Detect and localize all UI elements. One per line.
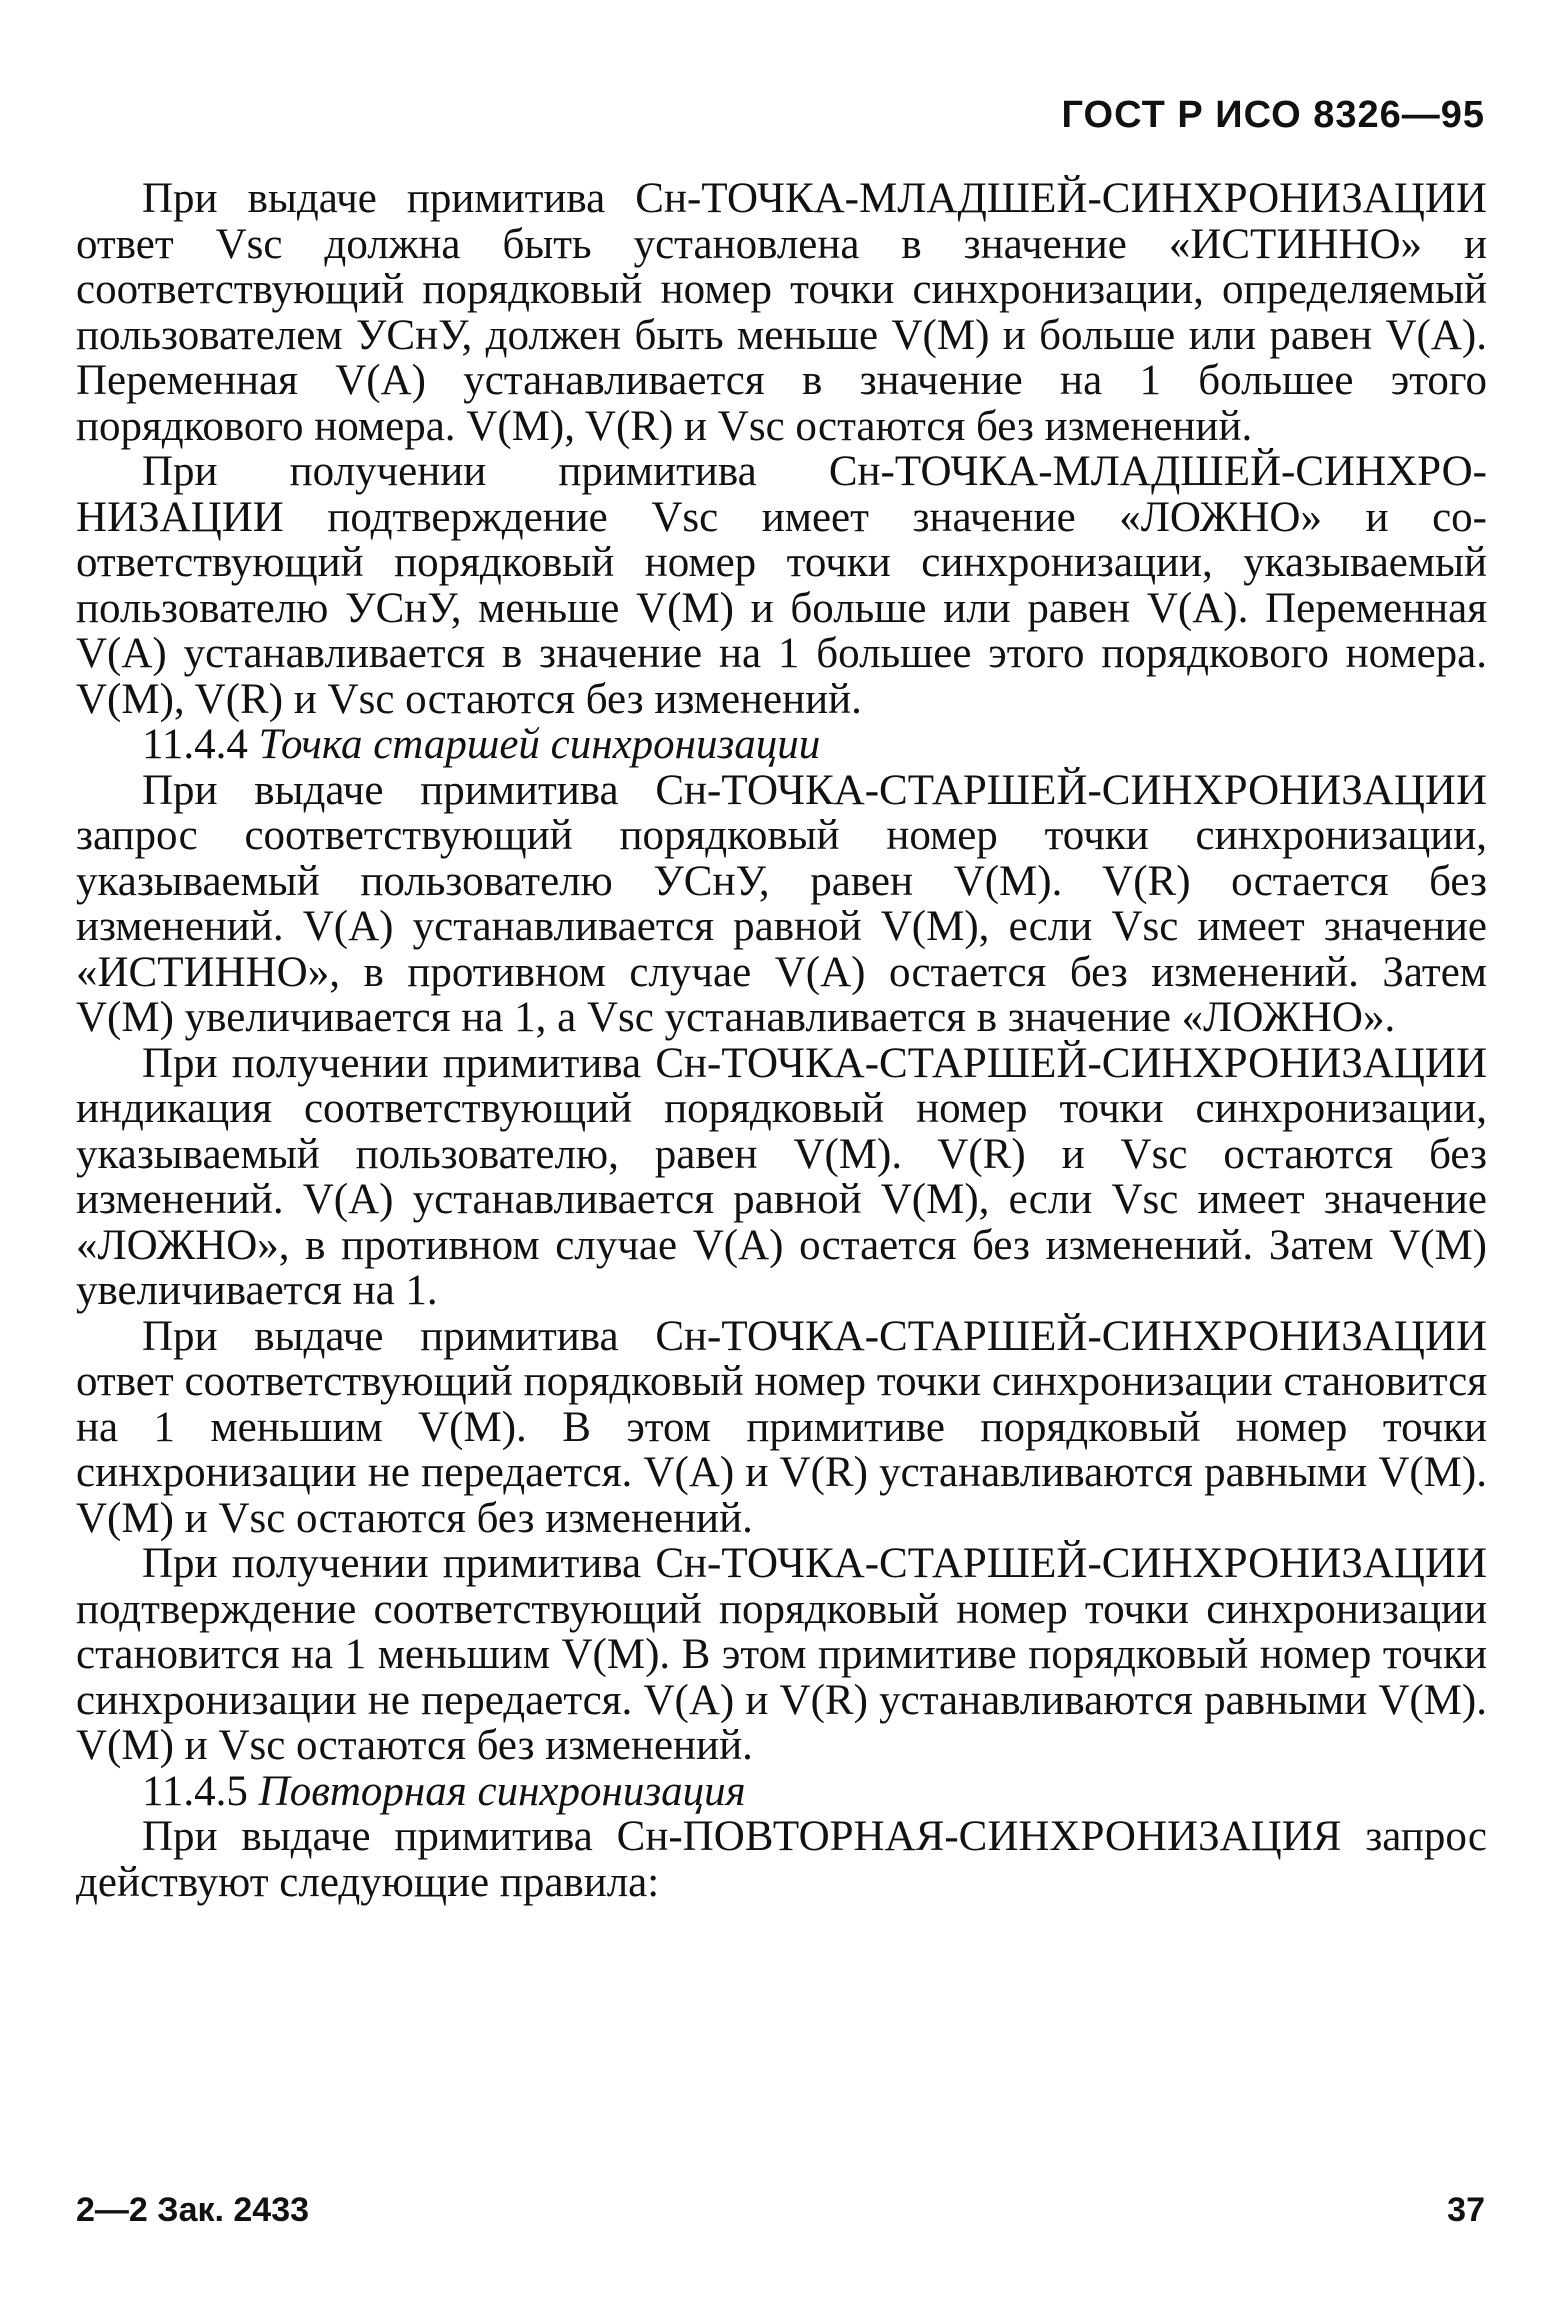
section-heading — [76, 1769, 1487, 1815]
section-title: Точка старшей синхронизации — [258, 721, 821, 768]
section-title: Повторная синхронизация — [258, 1767, 746, 1815]
paragraph: При выдаче примитива Сн-ТОЧКА-СТАРШЕЙ-СИНХРОНИЗАЦИИ ответ соответствующий порядковый номер точки синхронизации становится на 1 меньшим V(М). В этом примитиве порядковый номер точки синхронизации не передается. V(А) и V(R) устанавливаются равными V(М). V(М) и Vsc остаются без изменений. — [76, 1312, 1487, 1542]
section-number: 11.4.4 — [142, 721, 248, 768]
page-header — [1062, 94, 1486, 137]
paragraph: При выдаче примитива Сн-ТОЧКА-МЛАДШЕЙ-СИНХРОНИЗАЦИИ ответ Vsc должна быть установлена в значение «ИСТИННО» и соответствующий порядковый номер точки синхронизации, определяемый пользователем УСнУ, должен быть меньше V(М) и больше или равен V(А). Переменная V(А) устанавливается в значение на 1 большее этого порядкового номера. V(М), V(R) и Vsc остаются без изменений. — [76, 175, 1487, 450]
paragraph: При выдаче примитива Сн-ТОЧКА-СТАРШЕЙ-СИНХРОНИЗАЦИИ запрос соответствующий порядковый номер точки синхронизации, указываемый пользователю УСнУ, равен V(М). V(R) остается без изменений. V(А) устанавливается равной V(М), если Vsc имеет значение «ИСТИННО», в противном случае V(А) остается без изменений. Затем V(М) увеличивается на 1, а Vsc устанавливается в значение «ЛОЖНО». — [76, 766, 1487, 1041]
section-heading — [76, 722, 1487, 768]
paragraph: При получении примитива Сн-ТОЧКА-МЛАДШЕЙ-СИНХРОНИЗАЦИИ подтверждение Vsc имеет значение «ЛОЖНО» и соответствующий порядковый номер точки синхронизации, указываемый пользователю УСнУ, меньше V(М) и больше или равен V(А). Переменная V(А) устанавливается в значение на 1 большее этого порядкового номера. V(М), V(R) и Vsc остаются без изменений. — [76, 448, 1487, 723]
page-number: 37 — [1447, 2191, 1485, 2229]
section-number: 11.4.5 — [142, 1767, 248, 1815]
standard-code: ГОСТ Р ИСО 8326—95 — [1061, 94, 1485, 136]
paragraph: При выдаче примитива Сн-ПОВТОРНАЯ-СИНХРОНИЗАЦИЯ запрос действуют следующие правила: — [76, 1813, 1487, 1906]
paragraph: При получении примитива Сн-ТОЧКА-СТАРШЕЙ-СИНХРОНИЗАЦИИ индикация соответствующий порядковый номер точки синхронизации, указываемый пользователю, равен V(М). V(R) и Vsc остаются без изменений. V(А) устанавливается равной V(М), если Vsc имеет значение «ЛОЖНО», в противном случае V(А) остается без изменений. Затем V(М) увеличивается на 1. — [76, 1039, 1487, 1314]
order-info: 2—2 Зак. 2433 — [76, 2191, 310, 2229]
page-body — [76, 176, 1487, 1905]
paragraph: При получении примитива Сн-ТОЧКА-СТАРШЕЙ-СИНХРОНИЗАЦИИ подтверждение соответствующий порядковый номер точки синхронизации становится на 1 меньшим V(М). В этом примитиве порядковый номер точки синхронизации не передается. V(А) и V(R) устанавливаются равными V(М). V(М) и Vsc остаются без изменений. — [76, 1540, 1487, 1769]
